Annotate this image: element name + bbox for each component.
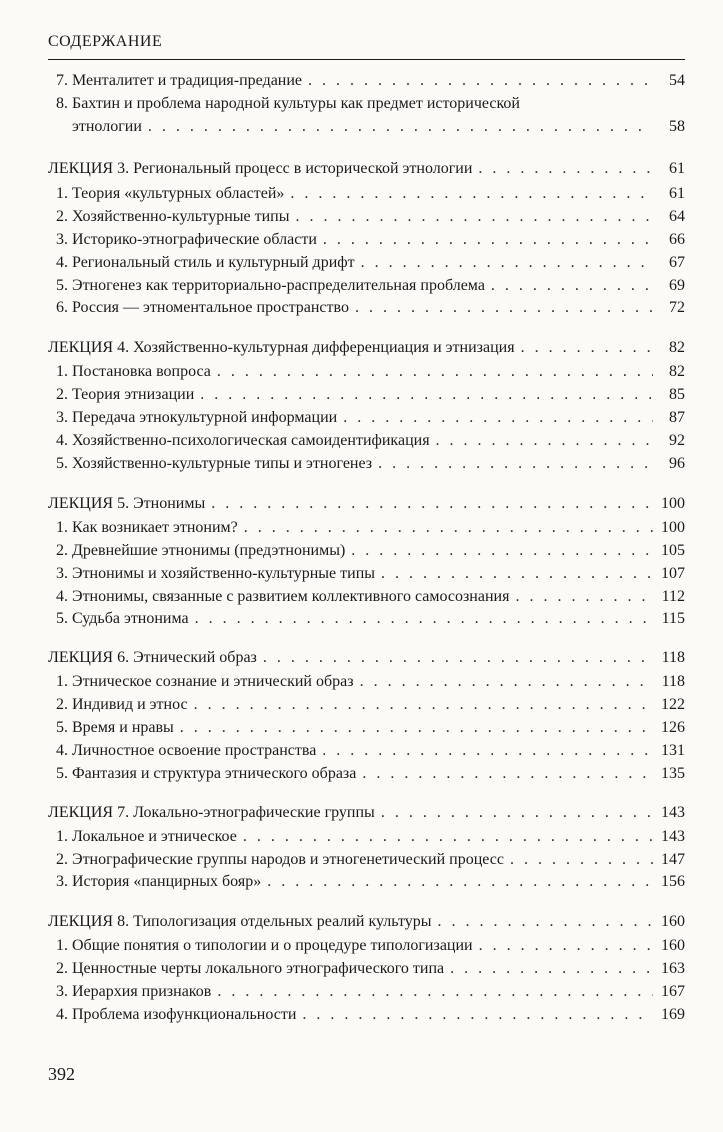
leader-dots: [322, 741, 653, 761]
lecture-title: ЛЕКЦИЯ 4. Хозяйственно-культурная дифференциация и этнизация: [48, 339, 515, 356]
leader-dots: [479, 936, 653, 956]
lecture-title: ЛЕКЦИЯ 8. Типологизация отдельных реалий культуры: [48, 913, 432, 930]
toc-entry: [56, 207, 685, 227]
leader-dots: [200, 385, 653, 405]
toc-entry: [56, 764, 685, 784]
entry-title: 5. Этногенез как территориально-распределительная проблема: [56, 277, 485, 294]
toc-entry: [56, 1005, 685, 1025]
lecture-title: ЛЕКЦИЯ 5. Этнонимы: [48, 495, 206, 512]
entry-page: 143: [661, 828, 685, 845]
toc-lecture: [48, 912, 685, 932]
toc-entry: [56, 230, 685, 250]
leader-dots: [491, 276, 653, 296]
toc-entry: [56, 741, 685, 761]
leader-dots: [437, 912, 653, 932]
leader-dots: [290, 184, 653, 204]
toc-entry: [56, 850, 685, 870]
toc-entry: [56, 718, 685, 738]
toc-entry: [56, 276, 685, 296]
lecture-title: ЛЕКЦИЯ 3. Региональный процесс в исторической этнологии: [48, 160, 473, 177]
leader-dots: [148, 117, 653, 137]
toc-entry: [56, 872, 685, 892]
header-rule: [48, 59, 685, 60]
entry-title-continuation: этнологии: [72, 118, 142, 135]
leader-dots: [515, 587, 653, 607]
toc-entry: [56, 431, 685, 451]
entry-title: 4. Хозяйственно-психологическая самоидентификация: [56, 432, 430, 449]
entry-title: 2. Индивид и этнос: [56, 696, 188, 713]
toc-entry: [56, 253, 685, 273]
entry-page: 163: [661, 960, 685, 977]
entry-title: 4. Личностное освоение пространства: [56, 742, 317, 759]
entry-page: 72: [669, 299, 685, 316]
entry-title: 5. Фантазия и структура этнического образа: [56, 765, 357, 782]
entry-page: 115: [661, 610, 685, 627]
entry-page: 105: [661, 542, 685, 559]
toc-entry: [56, 362, 685, 382]
leader-dots: [323, 230, 653, 250]
entry-page: 66: [669, 231, 685, 248]
leader-dots: [436, 431, 653, 451]
leader-dots: [195, 609, 653, 629]
toc-entry: [56, 695, 685, 715]
entry-page: 85: [669, 386, 685, 403]
entry-page: 135: [661, 765, 685, 782]
entry-page: 96: [669, 455, 685, 472]
entry-title: 1. Постановка вопроса: [56, 363, 211, 380]
leader-dots: [343, 408, 653, 428]
entry-page: 64: [669, 208, 685, 225]
entry-title: 5. Время и нравы: [56, 719, 174, 736]
toc-entry: [56, 71, 685, 91]
entry-title: 1. Локальное и этническое: [56, 828, 237, 845]
entry-title: 1. Теория «культурных областей»: [56, 185, 285, 202]
entry-title: 6. Россия — этноментальное пространство: [56, 299, 349, 316]
entry-page: 61: [669, 185, 685, 202]
entry-title: 2. Этнографические группы народов и этногенетический процесс: [56, 851, 504, 868]
entry-title: 8. Бахтин и проблема народной культуры как предмет исторической: [56, 95, 520, 112]
toc-entry: [56, 184, 685, 204]
leader-dots: [361, 253, 653, 273]
entry-title: 1. Этническое сознание и этнический образ: [56, 673, 354, 690]
entry-title: 3. Иерархия признаков: [56, 983, 212, 1000]
entry-page: 92: [669, 432, 685, 449]
entry-title: 3. Этнонимы и хозяйственно-культурные типы: [56, 565, 375, 582]
toc-entry: [56, 672, 685, 692]
entry-page: 87: [669, 409, 685, 426]
toc-lecture: [48, 494, 685, 514]
entry-page: 61: [669, 160, 685, 177]
entry-title: 5. Хозяйственно-культурные типы и этногенез: [56, 455, 373, 472]
entry-title: 4. Региональный стиль и культурный дрифт: [56, 254, 355, 271]
entry-page: 54: [669, 72, 685, 89]
toc-lecture: [48, 803, 685, 823]
entry-page: 147: [661, 851, 685, 868]
entry-title: 4. Этнонимы, связанные с развитием коллективного самосознания: [56, 588, 510, 605]
lecture-title: ЛЕКЦИЯ 7. Локально-этнографические группы: [48, 804, 375, 821]
entry-title: 3. История «панцирных бояр»: [56, 873, 262, 890]
toc-entry: [56, 827, 685, 847]
entry-page: 118: [661, 649, 685, 666]
leader-dots: [362, 764, 653, 784]
toc-entry: [56, 541, 685, 561]
leader-dots: [267, 872, 653, 892]
leader-dots: [243, 827, 653, 847]
leader-dots: [217, 982, 653, 1002]
entry-page: 126: [661, 719, 685, 736]
leader-dots: [244, 518, 653, 538]
page-number: 392: [48, 1064, 75, 1084]
entry-title: 2. Древнейшие этнонимы (предэтнонимы): [56, 542, 346, 559]
entry-title: 3. Передача этнокультурной информации: [56, 409, 338, 426]
leader-dots: [263, 648, 653, 668]
entry-title: 7. Менталитет и традиция-предание: [56, 72, 303, 89]
leader-dots: [355, 298, 653, 318]
toc-entry: [56, 982, 685, 1002]
entry-page: 160: [661, 913, 685, 930]
entry-page: 160: [661, 937, 685, 954]
entry-page: 67: [669, 254, 685, 271]
entry-title: 4. Проблема изофункциональности: [56, 1006, 297, 1023]
toc-entry: [56, 564, 685, 584]
entry-page: 167: [661, 983, 685, 1000]
leader-dots: [211, 494, 653, 514]
entry-page: 156: [661, 873, 685, 890]
toc-entry: [56, 454, 685, 474]
entry-page: 100: [661, 519, 685, 536]
entry-title: 2. Теория этнизации: [56, 386, 195, 403]
leader-dots: [302, 1005, 653, 1025]
toc-entry: [56, 959, 685, 979]
entry-page: 69: [669, 277, 685, 294]
leader-dots: [360, 672, 653, 692]
leader-dots: [450, 959, 653, 979]
entry-page: 112: [661, 588, 685, 605]
toc-entry: [56, 609, 685, 629]
leader-dots: [381, 803, 653, 823]
entry-title: 1. Общие понятия о типологии и о процедуре типологизации: [56, 937, 473, 954]
toc-lecture: [48, 338, 685, 358]
leader-dots: [295, 207, 653, 227]
leader-dots: [478, 159, 653, 179]
leader-dots: [521, 338, 653, 358]
entry-page: 118: [661, 673, 685, 690]
toc-entry: [72, 117, 685, 137]
toc-lecture: [48, 648, 685, 668]
entry-title: 2. Хозяйственно-культурные типы: [56, 208, 290, 225]
entry-page: 143: [661, 804, 685, 821]
toc-entry: [56, 298, 685, 318]
leader-dots: [180, 718, 653, 738]
running-header: СОДЕРЖАНИЕ: [48, 33, 163, 50]
leader-dots: [510, 850, 653, 870]
toc-entry: [56, 385, 685, 405]
leader-dots: [381, 564, 653, 584]
leader-dots: [217, 362, 653, 382]
toc-entry: [56, 936, 685, 956]
toc-entry: [56, 408, 685, 428]
leader-dots: [308, 71, 653, 91]
entry-page: 122: [661, 696, 685, 713]
leader-dots: [194, 695, 653, 715]
toc-lecture: [48, 159, 685, 179]
entry-page: 131: [661, 742, 685, 759]
lecture-title: ЛЕКЦИЯ 6. Этнический образ: [48, 649, 257, 666]
entry-page: 169: [661, 1006, 685, 1023]
entry-title: 2. Ценностные черты локального этнографического типа: [56, 960, 445, 977]
entry-page: 82: [669, 339, 685, 356]
leader-dots: [378, 454, 653, 474]
entry-page: 82: [669, 363, 685, 380]
entry-title: 3. Историко-этнографические области: [56, 231, 317, 248]
entry-title: 1. Как возникает этноним?: [56, 519, 238, 536]
leader-dots: [351, 541, 653, 561]
entry-page: 107: [661, 565, 685, 582]
entry-page: 100: [661, 495, 685, 512]
entry-page: 58: [669, 118, 685, 135]
toc-entry: [56, 518, 685, 538]
entry-title: 5. Судьба этнонима: [56, 610, 189, 627]
toc-entry: [56, 587, 685, 607]
